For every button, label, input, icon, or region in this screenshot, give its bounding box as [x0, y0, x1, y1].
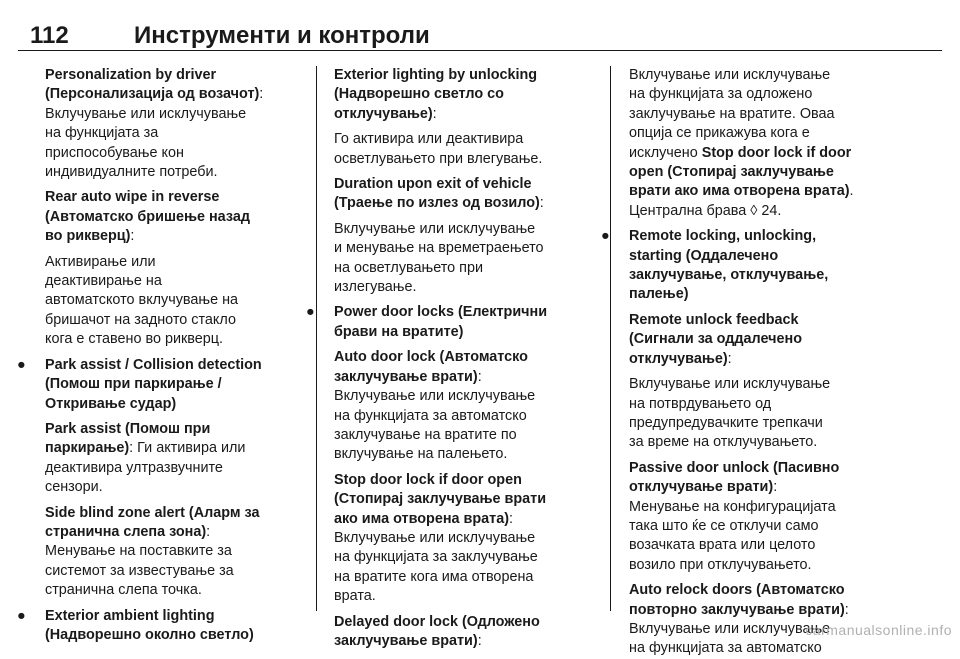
body-line: индивидуалните потреби.	[45, 164, 218, 181]
body-line: заклучување на вратите по	[334, 426, 517, 443]
section-title: (Стопирај заклучување врати	[334, 491, 547, 508]
section-auto-door-lock	[334, 348, 594, 464]
column-1	[17, 66, 302, 645]
body-line: приспособување кон	[45, 144, 184, 161]
section-title: отклучување)	[334, 105, 433, 122]
body-line: на функцијата за заклучување	[334, 549, 538, 566]
colon: :	[477, 368, 482, 385]
section-title: (Персонализација од возачот)	[45, 86, 260, 103]
header-rule	[18, 50, 942, 51]
section-remote-unlock-feedback	[629, 311, 891, 453]
body-line: сензори.	[45, 479, 103, 496]
body-line: возило при отклучувањето.	[629, 556, 812, 573]
section-title: (Надворешно светло со	[334, 86, 504, 103]
body-line: Вклучување или исклучување	[334, 388, 536, 405]
section-side-blind-zone	[45, 504, 302, 601]
section-title: Exterior lighting by unlocking	[334, 67, 538, 83]
section-delayed-door-lock	[334, 613, 594, 652]
section-title: Side blind zone alert (Аларм за	[45, 504, 260, 521]
body-line: излегување.	[334, 279, 417, 296]
body-line: осветлувањето при влегување.	[334, 150, 543, 167]
bullet-title: (Надворешно околно светло)	[45, 626, 254, 643]
period: .	[849, 183, 854, 200]
body-line: заклучување на вратите. Оваа	[629, 105, 835, 122]
body-line: на потврдувањето од	[629, 395, 772, 412]
bullet-icon: ●	[306, 304, 315, 321]
section-title: (Сигнали за оддалечено	[629, 331, 802, 348]
colon: :	[130, 228, 135, 245]
colon: :	[477, 632, 482, 649]
body-line: Менување на конфигурацијата	[629, 498, 836, 515]
body-line: на функцијата за автоматско	[629, 640, 822, 657]
section-title: Personalization by driver	[45, 67, 217, 83]
section-title: Stop door lock if door open	[334, 471, 522, 488]
bullet-title: Remote locking, unlocking,	[629, 228, 817, 245]
inline-bold: врати ако има отворена врата)	[629, 183, 850, 200]
section-duration-exit	[334, 175, 594, 297]
body-line: Вклучување или исклучување	[334, 220, 536, 237]
body-line: така што ќе се отклучи само	[629, 517, 819, 534]
body-line: Вклучување или исклучување	[45, 105, 247, 122]
page-header	[18, 22, 942, 52]
section-title: странична слепа зона)	[45, 523, 207, 540]
bullet-icon: ●	[17, 607, 26, 624]
bullet-title: заклучување, отклучување,	[629, 267, 829, 284]
section-title: (Автоматско бришење назад	[45, 208, 250, 225]
body-line: и менување на времетраењето	[334, 240, 544, 257]
bullet-title: starting (Оддалечено	[629, 247, 779, 264]
section-passive-door-unlock	[629, 459, 891, 575]
body-line: опција се прикажува кога е	[629, 125, 810, 142]
section-title: Duration upon exit of vehicle	[334, 176, 532, 193]
body-line: Менување на поставките за	[45, 543, 232, 560]
body-line: на функцијата за	[45, 125, 159, 142]
column-3	[601, 66, 891, 659]
column-divider-2	[610, 66, 611, 611]
body-line: за време на отклучувањето.	[629, 434, 818, 451]
body-line: Вклучување или исклучување	[629, 620, 831, 637]
bullet-remote-locking	[601, 227, 891, 305]
bullet-title: Откривање судар)	[45, 395, 177, 412]
body-line: Го активира или деактивира	[334, 131, 524, 148]
column-2	[306, 66, 594, 651]
body-line: кога е ставено во рикверц.	[45, 331, 224, 348]
bullet-park-assist	[17, 356, 302, 414]
body-line: вклучување на палењето.	[334, 446, 508, 463]
bullet-icon: ●	[17, 356, 26, 373]
body-line: бришачот на задното стакло	[45, 311, 236, 328]
bullet-title: (Помош при паркирање /	[45, 376, 222, 393]
cross-reference-page: 24.	[757, 202, 782, 219]
body-line: деактивирање на	[45, 273, 162, 290]
section-personalization	[45, 66, 302, 182]
column-divider-1	[316, 66, 317, 611]
section-title: Delayed door lock (Одложено	[334, 613, 540, 630]
bullet-title: палење)	[629, 286, 689, 303]
body-line: на функцијата за автоматско	[334, 407, 527, 424]
cross-reference-text: Централна брава	[629, 202, 747, 219]
section-title: паркирање)	[45, 440, 130, 457]
bullet-title: Park assist / Collision detection	[45, 356, 262, 373]
section-title: во рикверц)	[45, 228, 131, 245]
body-line: Вклучување или исклучување	[629, 67, 831, 83]
watermark: carmanualsonline.info	[805, 622, 952, 638]
colon: :	[844, 601, 849, 618]
colon: :	[727, 350, 732, 367]
bullet-title: Exterior ambient lighting	[45, 607, 215, 624]
colon: :	[206, 523, 211, 540]
section-rear-auto-wipe	[45, 188, 302, 349]
body-line: на вратите кога има отворена	[334, 568, 534, 585]
section-title: ако има отворена врата)	[334, 510, 510, 527]
section-title: Remote unlock feedback	[629, 311, 799, 328]
section-title: Auto door lock (Автоматско	[334, 349, 528, 366]
colon: :	[509, 510, 514, 527]
body-line: Вклучување или исклучување	[629, 376, 831, 393]
section-title: заклучување врати)	[334, 368, 478, 385]
chapter-title: Инструменти и контроли	[134, 22, 430, 49]
section-exterior-lighting-unlock	[334, 66, 594, 169]
body-line: возачката врата или целото	[629, 537, 816, 554]
section-title: Park assist (Помош при	[45, 420, 211, 437]
inline-bold: Stop door lock if door	[701, 144, 852, 161]
bullet-power-door-locks	[306, 303, 594, 342]
body-line: Активирање или	[45, 253, 156, 270]
bullet-exterior-ambient	[17, 607, 302, 646]
section-title: повторно заклучување врати)	[629, 601, 845, 618]
page-number: 112	[30, 22, 69, 49]
section-title: (Траење по излез од возило)	[334, 195, 540, 212]
body-line: врата.	[334, 588, 376, 605]
section-delayed-door-lock-body	[629, 66, 891, 221]
body-line: на осветлувањето при	[334, 259, 483, 276]
section-title: заклучување врати)	[334, 632, 478, 649]
body-line: Вклучување или исклучување	[334, 529, 536, 546]
section-stop-door-lock	[334, 471, 594, 607]
body-inline: исклучено	[629, 144, 702, 161]
page-reference-icon: ◊	[750, 202, 758, 219]
colon: :	[259, 86, 264, 103]
body-line: предупредувачките трепкачи	[629, 414, 823, 431]
section-title: Rear auto wipe in reverse	[45, 189, 220, 206]
body-line: автоматското вклучување на	[45, 292, 239, 309]
colon: :	[432, 105, 437, 122]
section-park-assist	[45, 420, 302, 498]
body-line: деактивира ултразвучните	[45, 459, 223, 476]
section-auto-relock-doors	[629, 581, 891, 659]
section-title: отклучување врати)	[629, 479, 774, 496]
colon: :	[539, 195, 544, 212]
bullet-title: брави на вратите)	[334, 323, 464, 340]
section-title: Passive door unlock (Пасивно	[629, 459, 840, 476]
body-line: на функцијата за одложено	[629, 86, 813, 103]
bullet-title: Power door locks (Електрични	[334, 304, 548, 321]
colon: :	[773, 479, 778, 496]
section-title: Auto relock doors (Автоматско	[629, 582, 845, 599]
section-title: отклучување)	[629, 350, 728, 367]
body-line: странична слепа точка.	[45, 582, 202, 599]
inline-bold: open (Стопирај заклучување	[629, 164, 834, 181]
bullet-icon: ●	[601, 228, 610, 245]
body-line: системот за известување за	[45, 562, 234, 579]
body-inline: : Ги активира или	[129, 440, 246, 457]
